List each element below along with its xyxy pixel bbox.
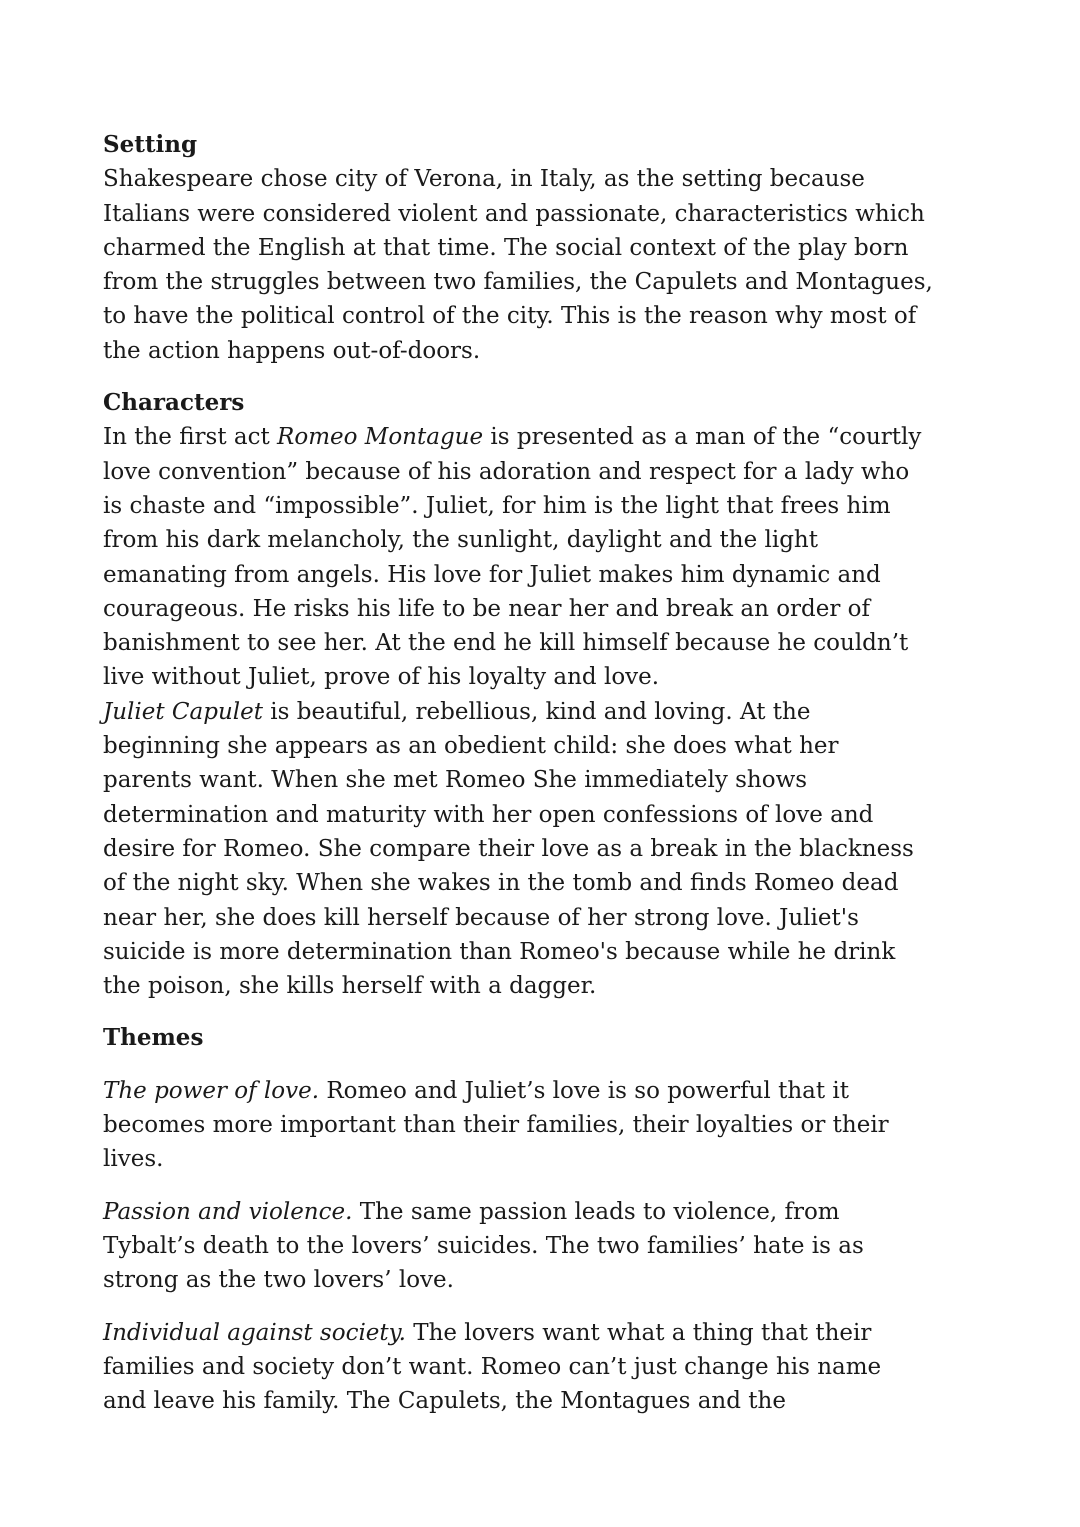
italic-term: Juliet Capulet (103, 698, 263, 725)
text-line (103, 197, 1003, 231)
text-run: and leave his family. The Capulets, the Montagues and the (103, 1388, 786, 1415)
text-line (103, 935, 1003, 969)
text-line (103, 1229, 1003, 1263)
italic-term: The power of love. (103, 1077, 320, 1104)
section-heading: Characters (103, 389, 245, 417)
text-line (103, 901, 1003, 935)
section-themes (103, 1021, 1003, 1418)
text-line (103, 832, 1003, 866)
text-line (103, 231, 1003, 265)
text-run: from his dark melancholy, the sunlight, daylight and the light (103, 527, 818, 554)
text-line (103, 162, 1003, 196)
section-heading: Themes (103, 1024, 204, 1052)
text-run: the action happens out-of-doors. (103, 337, 481, 364)
text-line (103, 798, 1003, 832)
text-run: love convention” because of his adoration and respect for a lady who (103, 458, 910, 485)
document-page (103, 128, 1003, 1436)
text-line (103, 558, 1003, 592)
text-line (103, 626, 1003, 660)
paragraph (103, 1074, 1003, 1177)
text-line (103, 420, 1003, 454)
text-line (103, 265, 1003, 299)
text-run: live without Juliet, prove of his loyalty and love. (103, 664, 660, 691)
text-run: near her, she does kill herself because of her strong love. Juliet's (103, 904, 859, 931)
italic-term: Romeo Montague (277, 424, 484, 451)
text-run: is presented as a man of the “courtly (483, 424, 922, 451)
text-run: beginning she appears as an obedient child: she does what her (103, 733, 839, 760)
text-line (103, 489, 1003, 523)
text-run: families and society don’t want. Romeo can’t just change his name (103, 1353, 882, 1380)
paragraph (103, 695, 1003, 1004)
text-line (103, 523, 1003, 557)
paragraph (103, 420, 1003, 694)
text-run: banishment to see her. At the end he kill himself because he couldn’t (103, 630, 909, 657)
text-run: from the struggles between two families, the Capulets and Montagues, (103, 269, 933, 296)
text-line (103, 299, 1003, 333)
text-run: Italians were considered violent and passionate, characteristics which (103, 200, 925, 227)
text-line (103, 729, 1003, 763)
text-run: charmed the English at that time. The social context of the play born (103, 234, 909, 261)
text-run: Romeo and Juliet’s love is so powerful that it (319, 1077, 850, 1104)
text-run: of the night sky. When she wakes in the tomb and finds Romeo dead (103, 870, 899, 897)
text-run: desire for Romeo. She compare their love as a break in the blackness (103, 835, 914, 862)
text-line (103, 1074, 1003, 1108)
text-line (103, 1384, 1003, 1418)
text-line (103, 763, 1003, 797)
section-characters (103, 386, 1003, 1003)
paragraph (103, 1316, 1003, 1419)
text-run: courageous. He risks his life to be near her and break an order of (103, 595, 871, 622)
text-line (103, 695, 1003, 729)
text-run: determination and maturity with her open confessions of love and (103, 801, 874, 828)
text-run: to have the political control of the city. This is the reason why most of (103, 303, 917, 330)
text-line (103, 660, 1003, 694)
text-line (103, 1108, 1003, 1142)
text-run: The lovers want what a thing that their (405, 1319, 872, 1346)
section-setting (103, 128, 1003, 368)
text-line (103, 969, 1003, 1003)
italic-term: Individual against society. (103, 1319, 406, 1346)
italic-term: Passion and violence. (103, 1198, 353, 1225)
text-run: parents want. When she met Romeo She immediately shows (103, 767, 808, 794)
text-line (103, 455, 1003, 489)
text-run: becomes more important than their families, their loyalties or their (103, 1112, 889, 1139)
text-line (103, 1263, 1003, 1297)
text-line (103, 1350, 1003, 1384)
text-line (103, 1142, 1003, 1176)
text-run: suicide is more determination than Romeo's because while he drink (103, 938, 896, 965)
text-run: lives. (103, 1146, 164, 1173)
paragraph (103, 162, 1003, 368)
section-heading: Setting (103, 131, 198, 158)
paragraph (103, 1195, 1003, 1298)
text-line (103, 866, 1003, 900)
text-line (103, 334, 1003, 368)
text-run: strong as the two lovers’ love. (103, 1267, 454, 1294)
text-run: The same passion leads to violence, from (352, 1198, 840, 1225)
text-run: is beautiful, rebellious, kind and loving. At the (262, 698, 811, 725)
text-run: Tybalt’s death to the lovers’ suicides. The two families’ hate is as (103, 1232, 864, 1259)
text-line (103, 592, 1003, 626)
text-run: In the first act (103, 424, 278, 451)
text-line (103, 1195, 1003, 1229)
text-run: is chaste and “impossible”. Juliet, for him is the light that frees him (103, 492, 891, 519)
text-run: Shakespeare chose city of Verona, in Italy, as the setting because (103, 166, 865, 193)
text-run: emanating from angels. His love for Juliet makes him dynamic and (103, 561, 881, 588)
text-line (103, 1316, 1003, 1350)
text-run: the poison, she kills herself with a dagger. (103, 973, 597, 1000)
